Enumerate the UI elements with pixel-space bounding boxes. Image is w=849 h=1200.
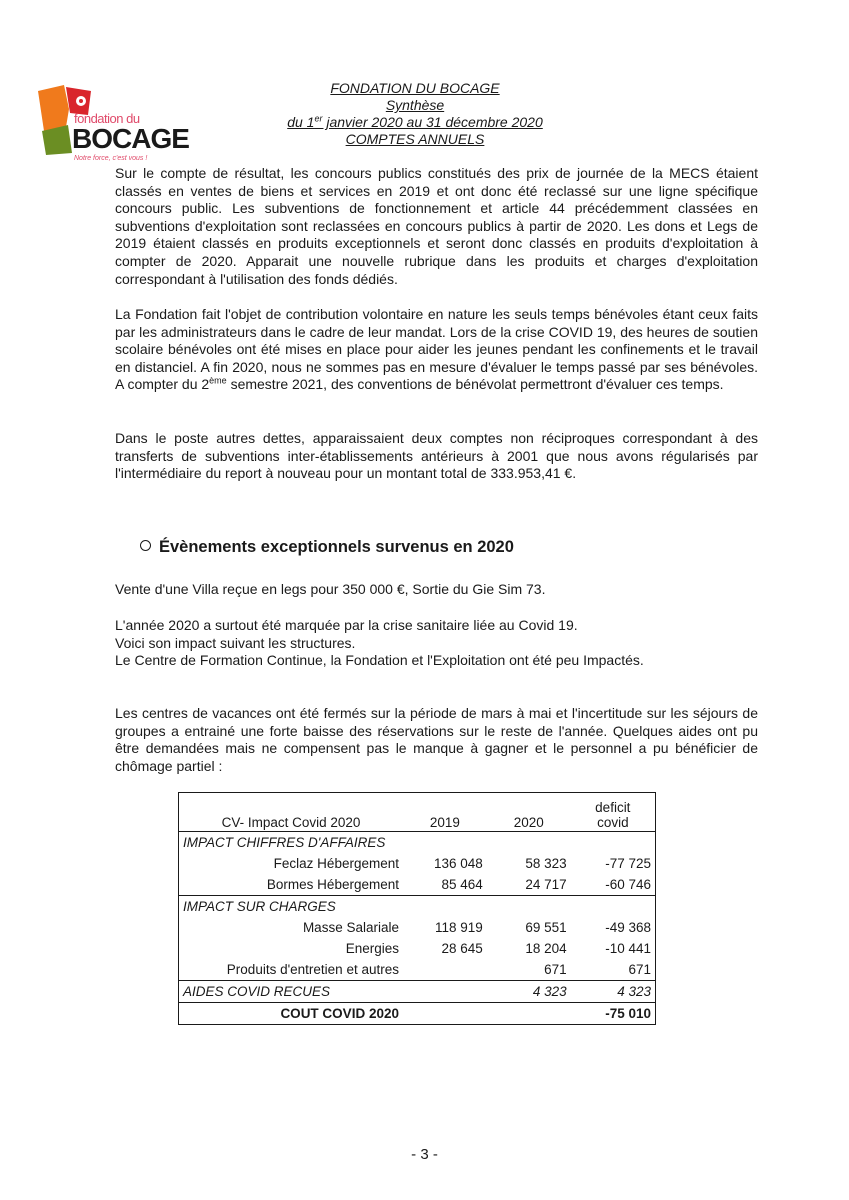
table-row xyxy=(179,938,656,959)
row-2020: 24 717 xyxy=(525,877,567,892)
paragraph-holiday-centres: Les centres de vacances ont été fermés sur la période de mars à mai et l'incertitude sur les séjours de groupes a entrainé une forte baisse des réservations sur le reste de l'année. Quelques aides ont pu être demandées mais ne compensent pas le manque à gagner et le personnel a pu bénéficier de chômage partiel : xyxy=(115,705,758,774)
header-2020: 2020 xyxy=(513,815,544,830)
row-2020: 18 204 xyxy=(525,941,567,956)
table-total-row xyxy=(179,1003,656,1025)
row-2020: 58 323 xyxy=(525,856,567,871)
period-pre: du 1 xyxy=(287,114,315,130)
paragraph-reclassification: Sur le compte de résultat, les concours publics constitués des prix de journée de la MECS étaient classés en ventes de biens et services en 2019 et ont donc été reclassé sur une ligne spécifique concours public. Les subventions de fonctionnement et article 44 précédemment classées en subventions d'exploitation sont reclassées en concours publics à partir de 2020. Les dons et Legs de 2019 étaient classés en produits exceptionnels et seront donc classés en produits d'exploitation à compter de 2020. Apparait une nouvelle rubrique dans les produits et charges d'exploitation correspondant à l'utilisation des fonds dédiés. xyxy=(115,165,758,287)
row-2019: 136 048 xyxy=(434,856,483,871)
header-org: FONDATION DU BOCAGE xyxy=(330,80,500,96)
page-number: - 3 - xyxy=(411,1146,438,1163)
row-2019 xyxy=(403,981,487,1003)
fondation-logo xyxy=(36,85,196,170)
row-deficit: 671 xyxy=(628,962,651,977)
section-heading xyxy=(140,538,514,557)
table-section-row xyxy=(179,896,656,918)
logo-line2: BOCAGE xyxy=(72,123,189,154)
header-2019: 2019 xyxy=(429,815,460,830)
total-empty-2020 xyxy=(487,1003,571,1025)
circle-bullet-icon xyxy=(140,540,151,551)
table-row-aids xyxy=(179,981,656,1003)
header-title: COMPTES ANNUELS xyxy=(345,131,485,147)
row-2019: 118 919 xyxy=(435,920,483,935)
row-label: Feclaz Hébergement xyxy=(273,856,399,871)
p2-part-b: semestre 2021, des conventions de bénévolat permettront d'évaluer ces temps. xyxy=(226,376,724,393)
row-deficit: 4 323 xyxy=(571,981,656,1003)
total-deficit: -75 010 xyxy=(571,1003,656,1025)
paragraph-covid-impact xyxy=(115,617,758,670)
row-label: Energies xyxy=(345,941,399,956)
section-revenue: IMPACT CHIFFRES D'AFFAIRES xyxy=(179,832,656,854)
logo-line1: fondation du xyxy=(74,111,140,126)
paragraph-volunteers xyxy=(115,306,758,394)
p2-part-a: La Fondation fait l'objet de contribution volontaire en nature les seuls temps bénévoles étant ceux faits par les administrateurs dans le cadre de leur mandat. Lors de la crise COVID 19, des heures de soutien scolaire bénévoles ont été mises en place pour aider les jeunes pendant les confinements et le travail en distanciel. A fin 2020, nous ne sommes pas en mesure d'évaluer le temps passé par ses bénévoles. A compter du 2 xyxy=(115,306,758,393)
table-row xyxy=(179,874,656,896)
row-2019: 85 464 xyxy=(441,877,483,892)
row-label: Produits d'entretien et autres xyxy=(226,962,399,977)
row-2020: 671 xyxy=(544,962,567,977)
p5-line3: Le Centre de Formation Continue, la Fondation et l'Exploitation ont été peu Impactés. xyxy=(115,652,644,669)
table-section-row xyxy=(179,832,656,854)
row-deficit: -60 746 xyxy=(605,877,651,892)
row-label: AIDES COVID RECUES xyxy=(179,981,403,1003)
logo-tagline: Notre force, c'est vous ! xyxy=(74,155,148,162)
row-deficit: -10 441 xyxy=(605,941,651,956)
total-empty-2019 xyxy=(403,1003,487,1025)
document-header xyxy=(260,80,570,148)
row-deficit: -77 725 xyxy=(605,856,651,871)
header-deficit xyxy=(571,793,656,832)
row-2020: 4 323 xyxy=(487,981,571,1003)
p5-line1: L'année 2020 a surtout été marquée par la crise sanitaire liée au Covid 19. xyxy=(115,617,578,633)
table-row xyxy=(179,853,656,874)
covid-impact-table xyxy=(178,792,656,1025)
header-label: CV- Impact Covid 2020 xyxy=(221,815,361,830)
paragraph-other-debts: Dans le poste autres dettes, apparaissaient deux comptes non réciproques correspondant à des transferts de subventions inter-établissements antérieurs à 2001 que nous avons régularisés par l'intermédiaire du report à nouveau pour un montant total de 333.953,41 €. xyxy=(115,430,758,482)
header-type: Synthèse xyxy=(385,97,445,113)
row-label: Masse Salariale xyxy=(302,920,399,935)
header-period xyxy=(260,114,570,131)
row-deficit: -49 368 xyxy=(605,920,651,935)
header-deficit-2: covid xyxy=(597,815,629,830)
p2-sup: ème xyxy=(209,375,227,386)
p5-line2: Voici son impact suivant les structures. xyxy=(115,634,356,651)
row-2020: 69 551 xyxy=(525,920,567,935)
row-label: Bormes Hébergement xyxy=(266,877,399,892)
period-post: janvier 2020 au 31 décembre 2020 xyxy=(322,114,543,130)
heading-text: Évènements exceptionnels survenus en 2020 xyxy=(159,538,514,556)
table-header-row xyxy=(179,793,656,832)
row-2019 xyxy=(403,959,487,981)
header-deficit-1: deficit xyxy=(595,800,631,815)
period-sup: er xyxy=(314,113,323,124)
table-row xyxy=(179,959,656,981)
paragraph-villa-sale: Vente d'une Villa reçue en legs pour 350 000 €, Sortie du Gie Sim 73. xyxy=(115,581,546,597)
section-charges: IMPACT SUR CHARGES xyxy=(179,896,656,918)
total-label: COUT COVID 2020 xyxy=(179,1003,403,1025)
row-2019: 28 645 xyxy=(441,941,483,956)
table-row xyxy=(179,917,656,938)
